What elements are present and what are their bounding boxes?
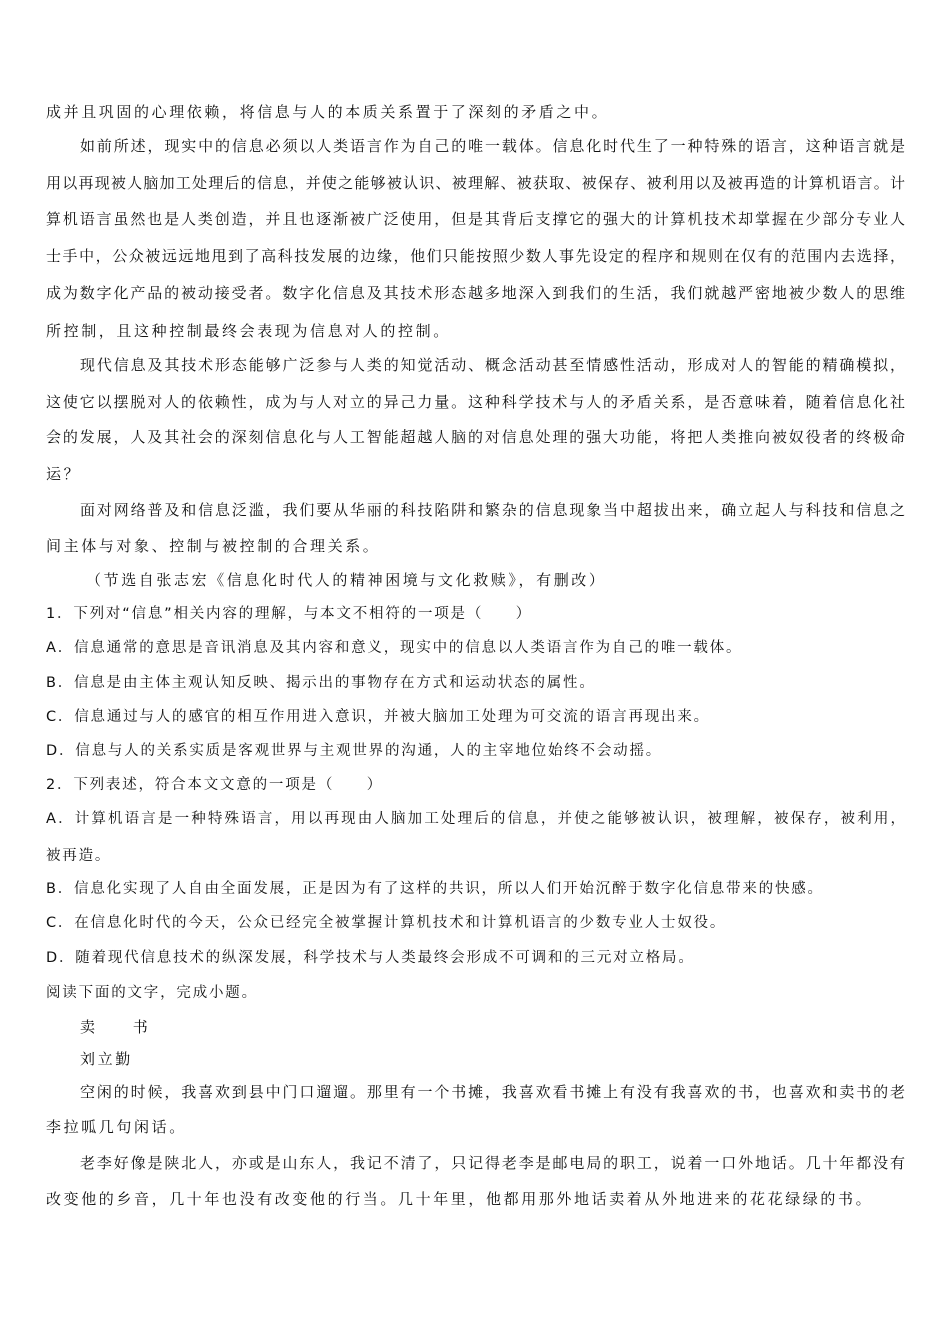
paragraph-line: 面对网络普及和信息泛滥，我们要从华丽的科技陷阱和繁杂的信息现象当中超拔出来，确立起人与科技和信息之 <box>80 501 905 519</box>
paragraph-line: 空闲的时候，我喜欢到县中门口遛遛。那里有一个书摊，我喜欢看书摊上有没有我喜欢的书，也喜欢和卖书的老 <box>80 1083 905 1101</box>
paragraph-line: 成为数字化产品的被动接受者。数字化信息及其技术形态越多地深入到我们的生活，我们就越严密地被少数人的思维 <box>46 284 905 302</box>
paragraph-line: 运？ <box>46 465 82 483</box>
question-2-option-a-cont: 被再造。 <box>46 848 112 864</box>
paragraph-line: 间主体与对象、控制与被控制的合理关系。 <box>46 537 381 555</box>
paragraph-line: 这使它以摆脱对人的依赖性，成为与人对立的异己力量。这种科学技术与人的矛盾关系，是否意味着，随着信息化社 <box>46 393 905 411</box>
question-1-option-d: D．信息与人的关系实质是客观世界与主观世界的沟通，人的主宰地位始终不会动摇。 <box>46 743 663 759</box>
paragraph-line: 士手中，公众被远远地甩到了高科技发展的边缘，他们只能按照少数人事先设定的程序和规则在仅有的范围内去选择， <box>46 247 905 265</box>
paragraph-line: 成并且巩固的心理依赖，将信息与人的本质关系置于了深刻的矛盾之中。 <box>46 103 610 121</box>
article-author: 刘立勤 <box>80 1050 133 1068</box>
paragraph-line: 用以再现被人脑加工处理后的信息，并使之能够被认识、被理解、被获取、被保存、被利用以及被再造的计算机语言。计 <box>46 174 905 192</box>
question-1-option-c: C．信息通过与人的感官的相互作用进入意识，并被大脑加工处理为可交流的语言再现出来。 <box>46 709 710 725</box>
reading-instruction: 阅读下面的文字，完成小题。 <box>46 985 258 1001</box>
paragraph-line: 现代信息及其技术形态能够广泛参与人类的知觉活动、概念活动甚至情感性活动，形成对人的智能的精确模拟， <box>80 356 905 374</box>
paragraph-line: 老李好像是陕北人，亦或是山东人，我记不清了，只记得老李是邮电局的职工，说着一口外地话。几十年都没有 <box>80 1154 905 1172</box>
paragraph-line: 改变他的乡音，几十年也没有改变他的行当。几十年里，他都用那外地话卖着从外地进来的花花绿绿的书。 <box>46 1190 874 1208</box>
paragraph-line: 会的发展，人及其社会的深刻信息化与人工智能超越人脑的对信息处理的强大功能，将把人类推向被奴役者的终极命 <box>46 428 905 446</box>
question-1-option-b: B．信息是由主体主观认知反映、揭示出的事物存在方式和运动状态的属性。 <box>46 675 596 691</box>
question-2-option-c: C．在信息化时代的今天，公众已经完全被掌握计算机技术和计算机语言的少数专业人士奴役。 <box>46 915 727 931</box>
paragraph-line: 算机语言虽然也是人类创造，并且也逐渐被广泛使用，但是其背后支撑它的强大的计算机技术却掌握在少部分专业人 <box>46 210 905 228</box>
paragraph-line: 所控制，且这种控制最终会表现为信息对人的控制。 <box>46 322 451 340</box>
question-2-stem: 2．下列表述，符合本文文意的一项是（ ） <box>46 777 384 793</box>
question-1-option-a: A．信息通常的意思是音讯消息及其内容和意义，现实中的信息以人类语言作为自己的唯一载体。 <box>46 640 743 656</box>
question-2-option-d: D．随着现代信息技术的纵深发展，科学技术与人类最终会形成不可调和的三元对立格局。 <box>46 950 695 966</box>
source-citation: （节选自张志宏《信息化时代人的精神困境与文化救赎》，有删改） <box>86 571 607 589</box>
question-2-option-a: A．计算机语言是一种特殊语言，用以再现由人脑加工处理后的信息，并使之能够被认识，被理解，被保存，被利用， <box>46 811 905 827</box>
paragraph-line: 李拉呱几句闲话。 <box>46 1118 187 1136</box>
paragraph-line: 如前所述，现实中的信息必须以人类语言作为自己的唯一载体。信息化时代生了一种特殊的语言，这种语言就是 <box>80 137 905 155</box>
question-2-option-b: B．信息化实现了人自由全面发展，正是因为有了这样的共识，所以人们开始沉醉于数字化信息带来的快感。 <box>46 881 824 897</box>
question-1-stem: 1．下列对“信息”相关内容的理解，与本文不相符的一项是（ ） <box>46 606 533 622</box>
article-title: 卖 书 <box>80 1018 151 1036</box>
